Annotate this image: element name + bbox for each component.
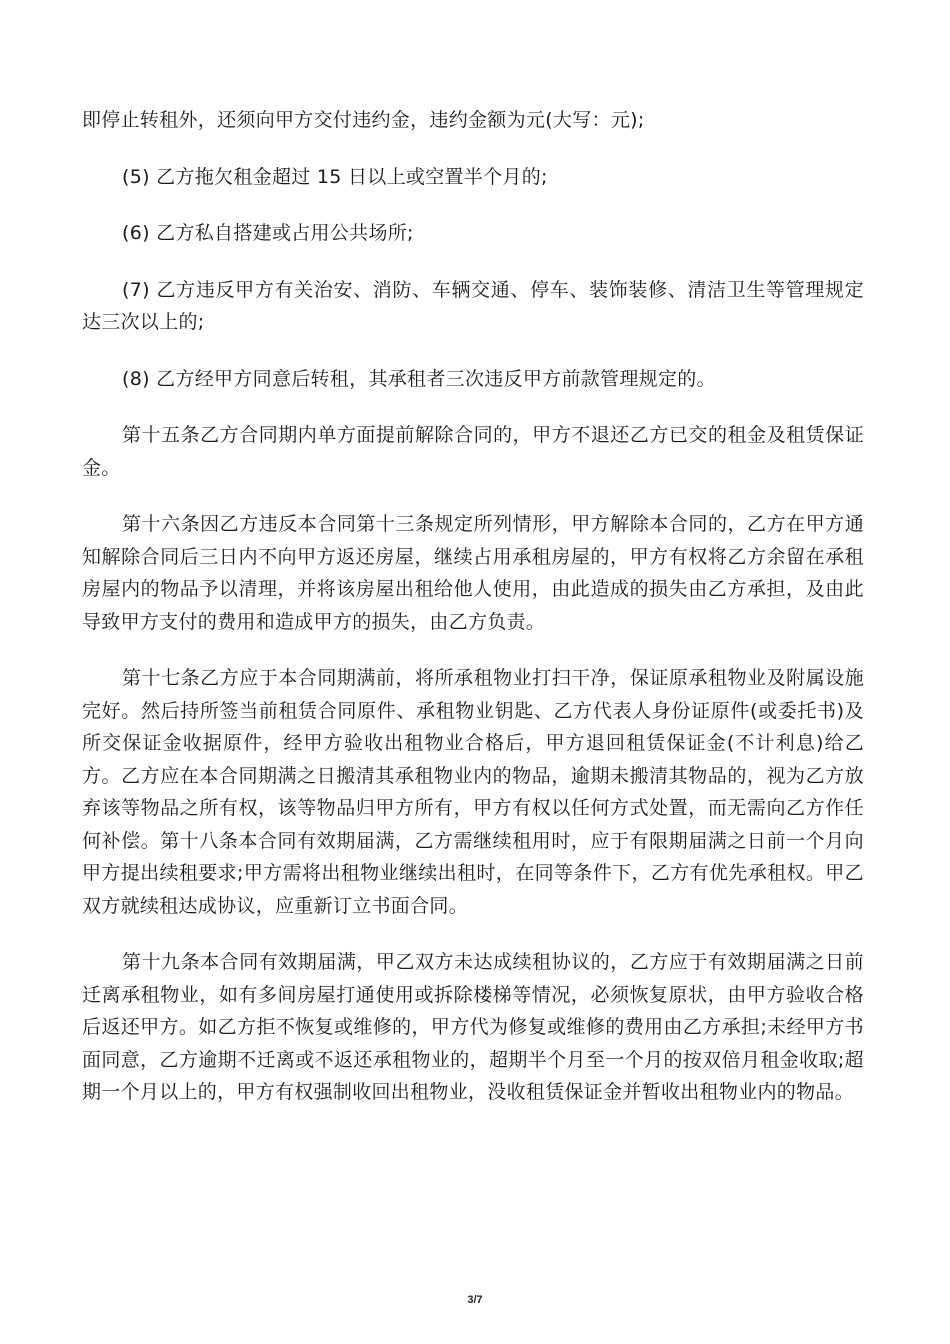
paragraph: (5) 乙方拖欠租金超过 15 日以上或空置半个月的; <box>122 165 548 188</box>
paragraph: 第十七条乙方应于本合同期满前，将所承租物业打扫干净，保证原承租物业及附属设施完好。然后持所签当前租赁合同原件、承租物业钥匙、乙方代表人身份证原件(或委托书)及所交保证金收据原件，经甲方验收出租物业合格后，甲方退回租赁保证金(不计利息)给乙方。乙方应在本合同期满之日搬清其承租物业内的物品，逾期未搬清其物品的，视为乙方放弃该等物品之所有权，该等物品归甲方所有，甲方有权以任何方式处置，而无需向乙方作任何补偿。第十八条本合同有效期届满，乙方需继续租用时，应于有限期届满之日前一个月向甲方提出续租要求;甲方需将出租物业继续出租时，在同等条件下，乙方有优先承租权。甲乙双方就续租达成协议，应重新订立书面合同。 <box>82 667 864 917</box>
paragraph: (8) 乙方经甲方同意后转租，其承租者三次违反甲方前款管理规定的。 <box>122 367 716 390</box>
paragraph: (6) 乙方私自搭建或占用公共场所; <box>122 222 414 244</box>
page-number: 3/7 <box>467 1294 483 1306</box>
paragraph: 第十六条因乙方违反本合同第十三条规定所列情形，甲方解除本合同的，乙方在甲方通知解除合同后三日内不向甲方返还房屋，继续占用承租房屋的，甲方有权将乙方余留在承租房屋内的物品予以清理，并将该房屋出租给他人使用，由此造成的损失由乙方承担，及由此导致甲方支付的费用和造成甲方的损失，由乙方负责。 <box>82 513 864 633</box>
document-body <box>82 104 864 1109</box>
paragraph: 即停止转租外，还须向甲方交付违约金，违约金额为元(大写：元); <box>82 109 645 131</box>
paragraph: 第十五条乙方合同期内单方面提前解除合同的，甲方不退还乙方已交的租金及租赁保证金。 <box>82 424 864 479</box>
paragraph: (7) 乙方违反甲方有关治安、消防、车辆交通、停车、装饰装修、清洁卫生等管理规定达三次以上的; <box>82 278 864 333</box>
paragraph: 第十九条本合同有效期届满，甲乙双方未达成续租协议的，乙方应于有效期届满之日前迁离承租物业，如有多间房屋打通使用或拆除楼梯等情况，必须恢复原状，由甲方验收合格后返还甲方。如乙方拒不恢复或维修的，甲方代为修复或维修的费用由乙方承担;未经甲方书面同意，乙方逾期不迁离或不返还承租物业的，超期半个月至一个月的按双倍月租金收取;超期一个月以上的，甲方有权强制收回出租物业，没收租赁保证金并暂收出租物业内的物品。 <box>82 951 864 1103</box>
